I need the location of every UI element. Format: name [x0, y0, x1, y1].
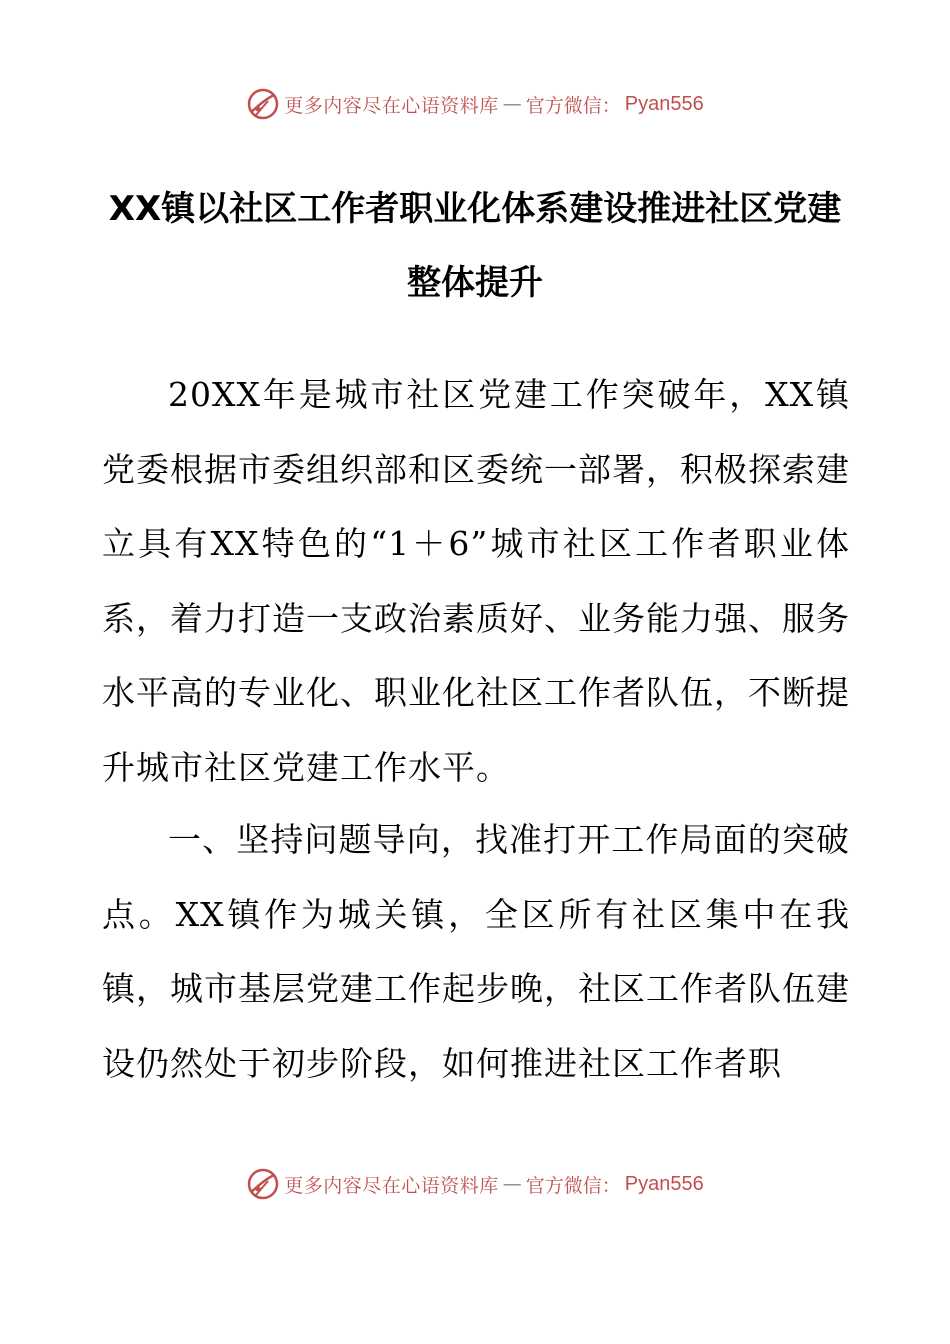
watermark-text: 更多内容尽在心语资料库 [284, 1174, 499, 1197]
pen-logo-icon [246, 87, 280, 121]
body-paragraph: 一、坚持问题导向，找准打开工作局面的突破点。XX镇作为城关镇，全区所有社区集中在我镇，城市基层党建工作起步晚，社区工作者队伍建设仍然处于初步阶段，如何推进社区工作者职 [102, 820, 850, 1083]
watermark-separator: — [502, 1173, 522, 1195]
watermark-separator: — [502, 93, 522, 115]
watermark-wechat-label: 官方微信： [525, 1174, 621, 1197]
footer-watermark [0, 1164, 950, 1204]
watermark-wechat-label: 官方微信： [525, 94, 621, 117]
pen-logo-icon [246, 1167, 280, 1201]
header-watermark [0, 84, 950, 124]
document-title: XX镇以社区工作者职业化体系建设推进社区党建整体提升 [108, 189, 842, 303]
body-paragraph: 20XX年是城市社区党建工作突破年，XX镇党委根据市委组织部和区委统一部署，积极探索建立具有XX特色的“1＋6”城市社区工作者职业体系，着力打造一支政治素质好、业务能力强、服务水平高的专业化、职业化社区工作者队伍，不断提升城市社区党建工作水平。 [102, 375, 850, 787]
watermark-wechat-id: Pyan556 [624, 92, 704, 115]
watermark-wechat-id: Pyan556 [624, 1172, 704, 1195]
watermark-text: 更多内容尽在心语资料库 [284, 94, 499, 117]
